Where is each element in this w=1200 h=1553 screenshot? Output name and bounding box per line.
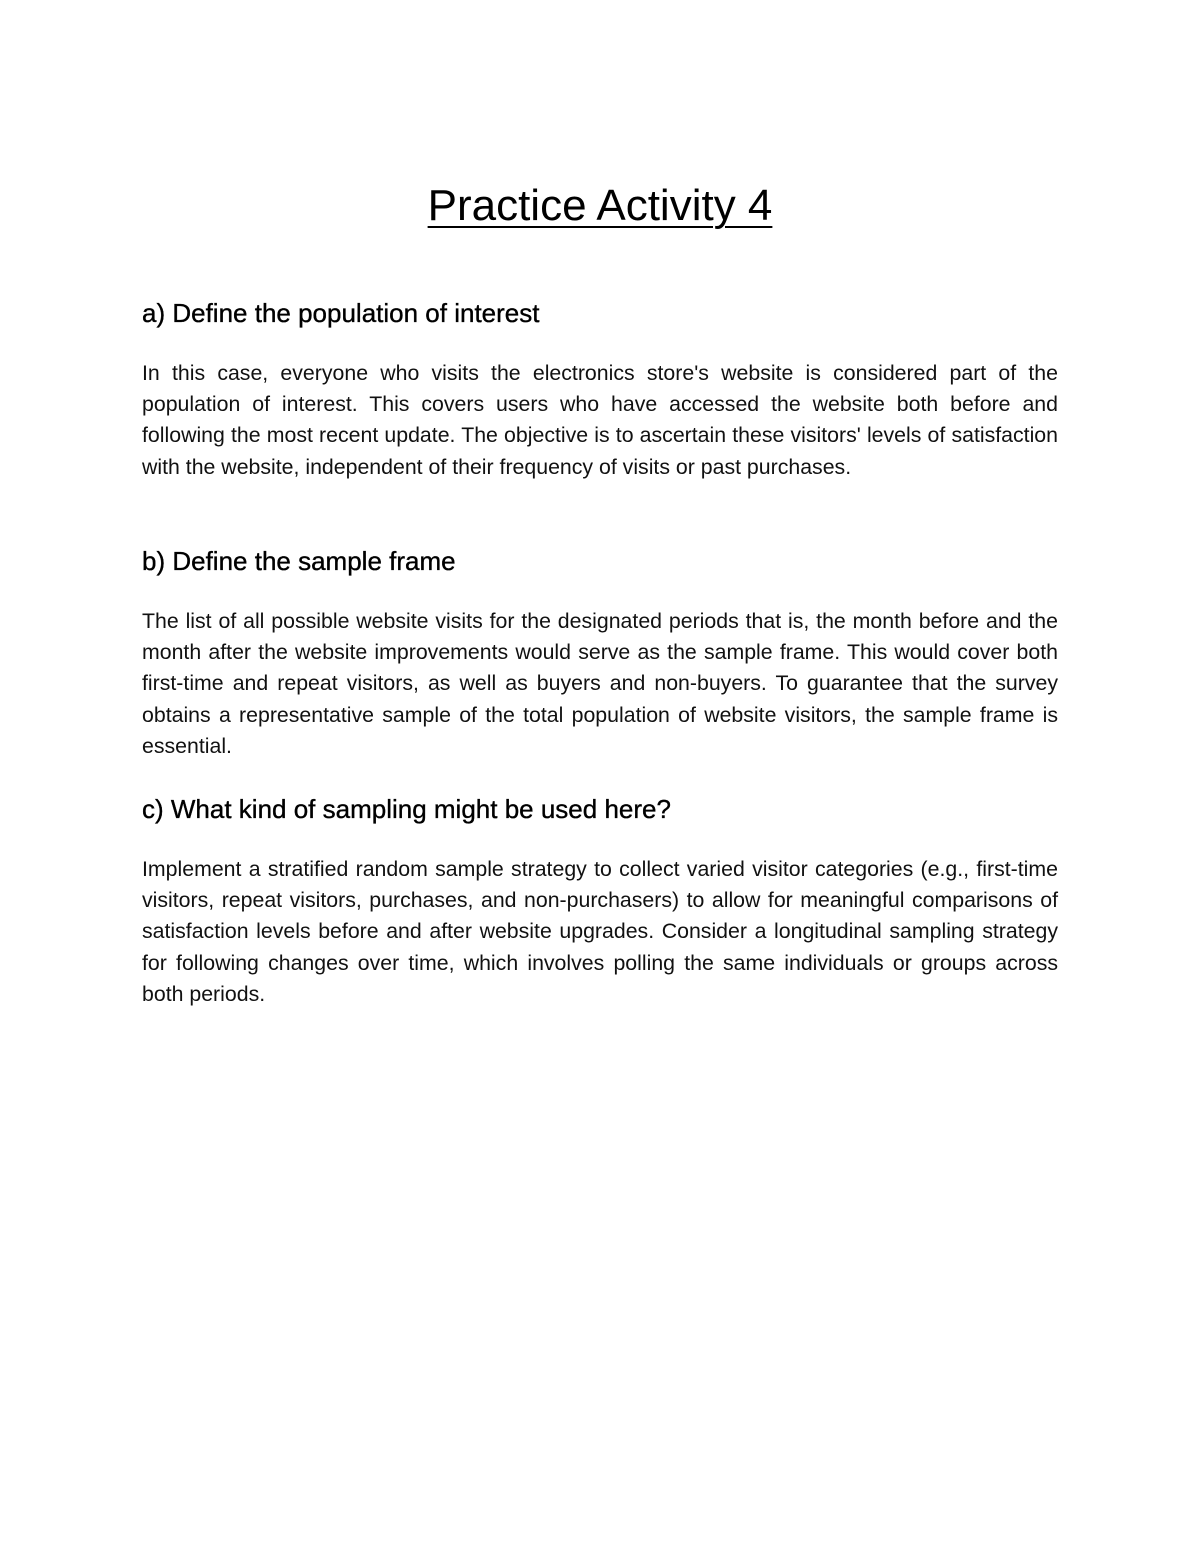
- document-title: Practice Activity 4: [427, 181, 773, 230]
- section-paragraph: The list of all possible website visits for the designated periods that is, the month before and the month after the website improvements would serve as the sample frame. This would cover both first-time and repeat visitors, as well as buyers and non-buyers. To guarantee that the survey obtains a representative sample of the total population of website visitors, the sample frame is essential.: [142, 609, 1058, 758]
- section-heading: c) What kind of sampling might be used here?: [142, 794, 671, 824]
- section-heading: a) Define the population of interest: [142, 298, 540, 328]
- section-heading: b) Define the sample frame: [142, 546, 456, 576]
- section-paragraph: In this case, everyone who visits the electronics store's website is considered part of the population of interest. This covers users who have accessed the website both before and following the most recent update. The objective is to ascertain these visitors' levels of satisfaction with the website, independent of their frequency of visits or past purchases.: [142, 361, 1058, 479]
- section-sampling-method: [142, 792, 1058, 1010]
- section-sample-frame: [142, 544, 1058, 762]
- section-population: [142, 296, 1058, 483]
- section-paragraph: Implement a stratified random sample strategy to collect varied visitor categories (e.g., first-time visitors, repeat visitors, purchases, and non-purchasers) to allow for meaningful comparisons of satisfaction levels before and after website upgrades. Consider a longitudinal sampling strategy for following changes over time, which involves polling the same individuals or groups across both periods.: [142, 857, 1058, 1006]
